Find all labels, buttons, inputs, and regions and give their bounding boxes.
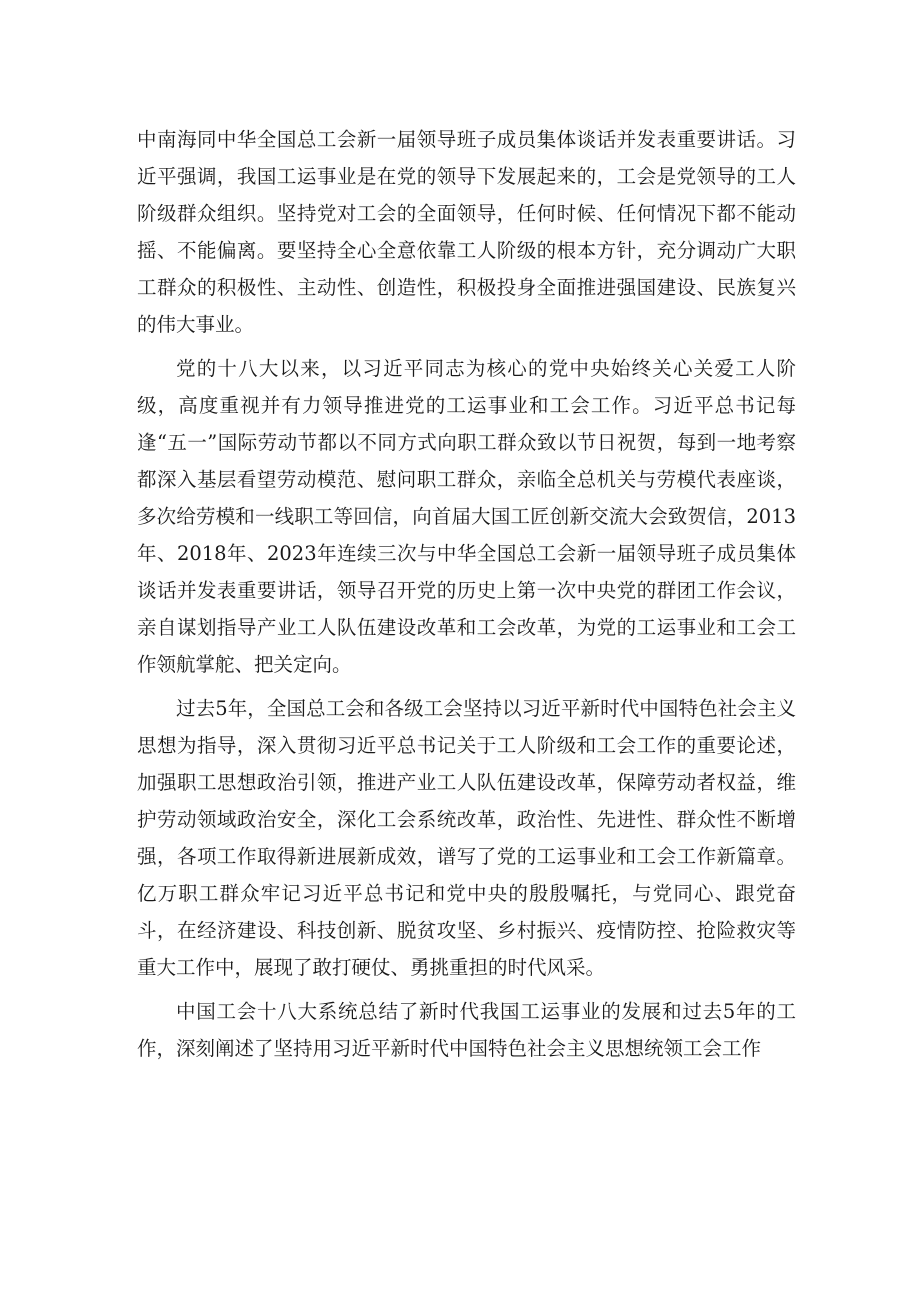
paragraph: 过去5年，全国总工会和各级工会坚持以习近平新时代中国特色社会主义思想为指导，深入贯彻习近平总书记关于工人阶级和工会工作的重要论述，加强职工思想政治引领，推进产业工人队伍建设改革，保障劳动者权益，维护劳动领域政治安全，深化工会系统改革，政治性、先进性、群众性不断增强，各项工作取得新进展新成效，谱写了党的工运事业和工会工作新篇章。亿万职工群众牢记习近平总书记和党中央的殷殷嘱托，与党同心、跟党奋斗，在经济建设、科技创新、脱贫攻坚、乡村振兴、疫情防控、抢险救灾等重大工作中，展现了敢打硬仗、勇挑重担的时代风采。	[137, 697, 796, 979]
paragraph: 党的十八大以来，以习近平同志为核心的党中央始终关心关爱工人阶级，高度重视并有力领导推进党的工运事业和工会工作。习近平总书记每逢“五一”国际劳动节都以不同方式向职工群众致以节日祝贺，每到一地考察都深入基层看望劳动模范、慰问职工群众，亲临全总机关与劳模代表座谈，多次给劳模和一线职工等回信，向首届大国工匠创新交流大会致贺信，2013年、2018年、2023年连续三次与中华全国总工会新一届领导班子成员集体谈话并发表重要讲话，领导召开党的历史上第一次中央党的群团工作会议，亲自谋划指导产业工人队伍建设改革和工会改革，为党的工运事业和工会工作领航掌舵、把关定向。	[137, 357, 796, 676]
document-body	[137, 121, 796, 1074]
paragraph-continued: 中南海同中华全国总工会新一届领导班子成员集体谈话并发表重要讲话。习近平强调，我国工运事业是在党的领导下发展起来的，工会是党领导的工人阶级群众组织。坚持党对工会的全面领导，任何时候、任何情况下都不能动摇、不能偏离。要坚持全心全意依靠工人阶级的根本方针，充分调动广大职工群众的积极性、主动性、创造性，积极投身全面推进强国建设、民族复兴的伟大事业。	[137, 128, 796, 336]
paragraph: 中国工会十八大系统总结了新时代我国工运事业的发展和过去5年的工作，深刻阐述了坚持用习近平新时代中国特色社会主义思想统领工会工作	[137, 1000, 796, 1060]
